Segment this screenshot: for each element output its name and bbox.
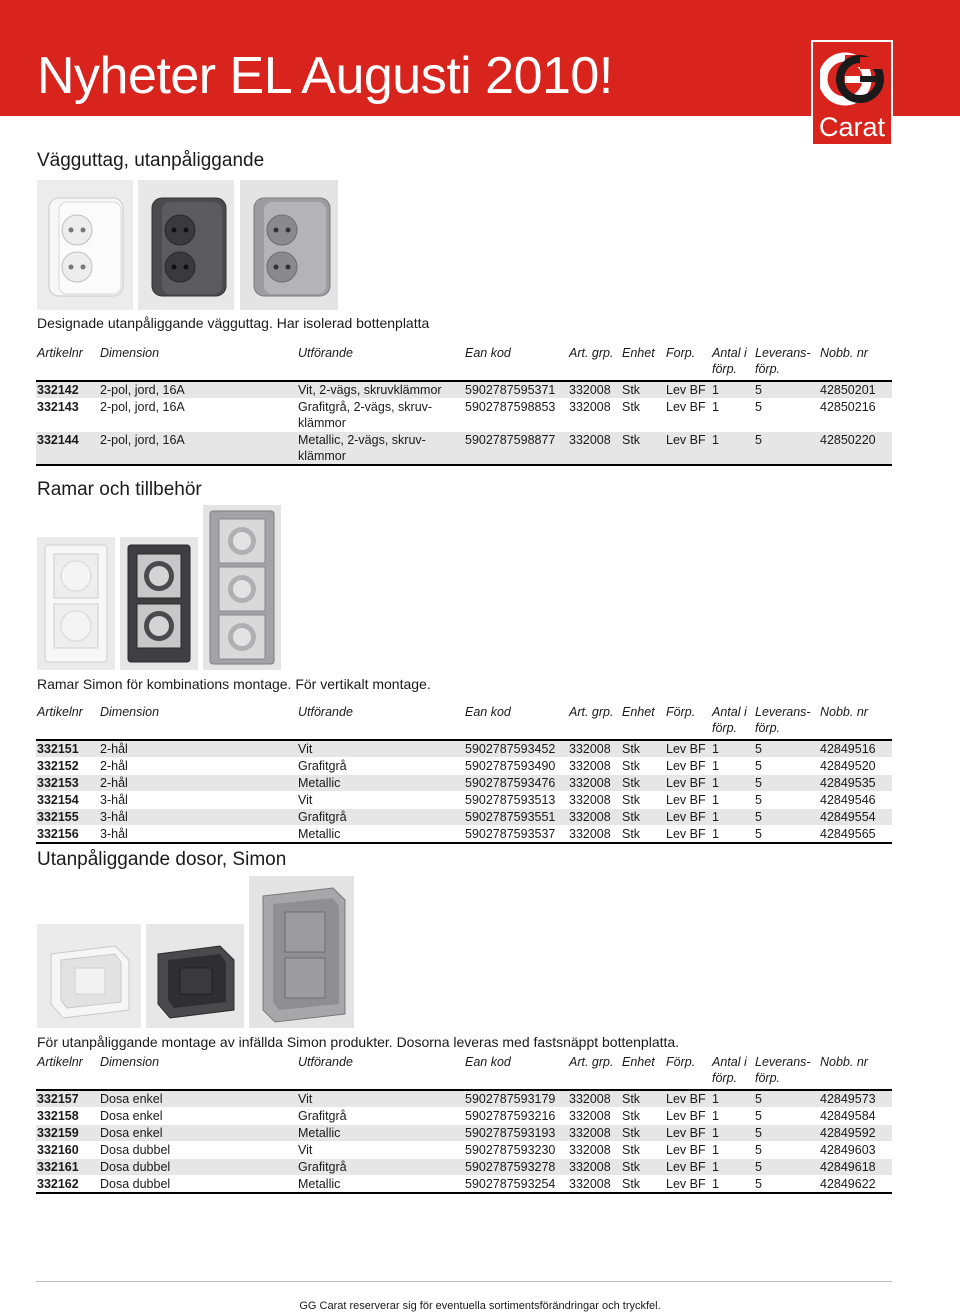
- cell-delivery-pack: 5: [754, 1125, 819, 1142]
- table-row: [36, 758, 892, 775]
- table-header-row: [36, 345, 892, 381]
- cell-qty-per-pack: 1: [712, 400, 719, 414]
- cell-pack-type: Lev BF: [665, 740, 711, 758]
- cell-dimension: 3-hål: [100, 793, 128, 807]
- cell-ean-code: 5902787593179: [464, 1090, 568, 1108]
- cell-dimension: 2-hål: [99, 740, 297, 758]
- cell-nobb-number: 42849535: [819, 775, 892, 792]
- cell-pack-type: Lev BF: [665, 1090, 711, 1108]
- cell-delivery-pack: 5: [754, 381, 819, 399]
- column-header-unit: Enhet: [622, 346, 655, 360]
- cell-dimension: 3-hål: [99, 809, 297, 826]
- cell-delivery-pack: 5: [755, 827, 762, 841]
- cell-unit: Stk: [622, 1109, 641, 1123]
- table-row: [36, 826, 892, 844]
- cell-delivery-pack: 5: [754, 1159, 819, 1176]
- column-header-dimension: Dimension: [100, 705, 160, 719]
- table-row: [36, 1159, 892, 1176]
- column-header-nobb-number: Nobb. nr: [820, 705, 868, 719]
- cell-unit: Stk: [621, 1159, 665, 1176]
- cell-nobb-number: 42849592: [819, 1125, 892, 1142]
- cell-finish: Vit: [298, 793, 313, 807]
- cell-ean-code: 5902787593230: [465, 1143, 556, 1157]
- column-header-article-number: Artikelnr: [37, 705, 83, 719]
- cell-finish: Vit: [298, 1143, 313, 1157]
- cell-pack-type: Lev BF: [665, 1159, 711, 1176]
- logo-text: Carat: [818, 112, 886, 142]
- cell-finish: Vit: [297, 1090, 464, 1108]
- cell-finish: Vit: [297, 740, 464, 758]
- cell-pack-type: Lev BF: [665, 1125, 711, 1142]
- cell-dimension: Dosa dubbel: [99, 1159, 297, 1176]
- cell-article-number: 332155: [36, 809, 99, 826]
- cell-nobb-number: 42849554: [819, 809, 892, 826]
- cell-article-number: 332143: [37, 400, 79, 414]
- cell-dimension: Dosa enkel: [99, 1090, 297, 1108]
- section-description: Designade utanpåliggande vägguttag. Har isolerad bottenplatta: [37, 315, 430, 331]
- cell-article-group: 332008: [568, 740, 621, 758]
- cell-pack-type: Lev BF: [665, 381, 711, 399]
- product-photo-graphite-socket: [138, 180, 234, 310]
- cell-article-group: 332008: [568, 432, 621, 466]
- table-header-row: [36, 1054, 892, 1090]
- carat-logo: [811, 40, 893, 146]
- cell-unit: Stk: [622, 400, 641, 414]
- column-header-pack-type: Förp.: [666, 705, 696, 719]
- product-photo-metallic-box: [249, 876, 354, 1028]
- product-photo-white-box: [37, 924, 141, 1028]
- table-row: [36, 381, 892, 399]
- cell-pack-type: Lev BF: [666, 1109, 706, 1123]
- cell-article-number: 332142: [36, 381, 99, 399]
- cell-qty-per-pack: 1: [711, 809, 754, 826]
- cell-qty-per-pack: 1: [712, 827, 719, 841]
- cell-nobb-number: 42849573: [819, 1090, 892, 1108]
- cell-pack-type: Lev BF: [666, 827, 706, 841]
- column-header-article-group: Art. grp.: [569, 705, 614, 719]
- cell-pack-type: Lev BF: [666, 759, 706, 773]
- product-table-surface-boxes: [36, 1054, 892, 1194]
- cell-dimension: 2-pol, jord, 16A: [99, 381, 297, 399]
- cell-article-group: 332008: [568, 381, 621, 399]
- cell-delivery-pack: 5: [755, 793, 762, 807]
- cell-article-group: 332008: [568, 1125, 621, 1142]
- cell-dimension: Dosa dubbel: [100, 1177, 171, 1191]
- cell-ean-code: 5902787598877: [464, 432, 568, 466]
- cell-delivery-pack: 5: [754, 775, 819, 792]
- cell-dimension: 2-pol, jord, 16A: [100, 400, 185, 414]
- cell-qty-per-pack: 1: [711, 775, 754, 792]
- cell-finish: Grafitgrå, 2-vägs, skruv-klämmor: [298, 400, 433, 430]
- table-row: [36, 1125, 892, 1142]
- cell-dimension: Dosa dubbel: [100, 1143, 171, 1157]
- cell-delivery-pack: 5: [755, 759, 762, 773]
- cell-delivery-pack: 5: [754, 809, 819, 826]
- cell-article-number: 332158: [37, 1109, 79, 1123]
- cell-article-number: 332157: [36, 1090, 99, 1108]
- cell-article-number: 332156: [37, 827, 79, 841]
- column-header-qty-per-pack: Antal i förp.: [712, 1055, 747, 1085]
- table-row: [36, 1108, 892, 1125]
- product-photo-graphite-box: [146, 924, 244, 1028]
- column-header-delivery-pack: Leverans-förp.: [755, 1055, 811, 1085]
- product-table-frames: [36, 704, 892, 844]
- cell-pack-type: Lev BF: [666, 400, 706, 414]
- cell-pack-type: Lev BF: [665, 809, 711, 826]
- cell-nobb-number: 42849546: [820, 793, 876, 807]
- column-header-ean-code: Ean kod: [465, 1055, 511, 1069]
- cell-unit: Stk: [622, 827, 641, 841]
- table-row: [36, 1090, 892, 1108]
- cell-finish: Grafitgrå: [297, 809, 464, 826]
- column-header-article-number: Artikelnr: [37, 1055, 83, 1069]
- table-row: [36, 775, 892, 792]
- cell-delivery-pack: 5: [755, 1177, 762, 1191]
- page-title: Nyheter EL Augusti 2010!: [37, 47, 613, 105]
- cell-article-group: 332008: [569, 400, 611, 414]
- column-header-article-group: Art. grp.: [569, 1055, 614, 1069]
- cell-pack-type: Lev BF: [665, 775, 711, 792]
- cell-article-number: 332160: [37, 1143, 79, 1157]
- cell-qty-per-pack: 1: [712, 1109, 719, 1123]
- cell-nobb-number: 42849520: [820, 759, 876, 773]
- column-header-dimension: Dimension: [100, 1055, 160, 1069]
- cell-article-group: 332008: [568, 809, 621, 826]
- product-photo-white-socket: [37, 180, 133, 310]
- section-title-wall-sockets: Vägguttag, utanpåliggande: [37, 150, 265, 171]
- column-header-finish: Utförande: [298, 1055, 353, 1069]
- product-table-wall-sockets: [36, 345, 892, 466]
- table-row: [36, 809, 892, 826]
- column-header-ean-code: Ean kod: [465, 705, 511, 719]
- cell-ean-code: 5902787593551: [464, 809, 568, 826]
- column-header-unit: Enhet: [622, 1055, 655, 1069]
- section-description: Ramar Simon för kombinations montage. För vertikalt montage.: [37, 676, 431, 692]
- column-header-ean-code: Ean kod: [465, 346, 511, 360]
- cell-unit: Stk: [622, 759, 641, 773]
- cell-nobb-number: 42849565: [820, 827, 876, 841]
- cell-finish: Vit, 2-vägs, skruvklämmor: [297, 381, 464, 399]
- column-header-finish: Utförande: [298, 705, 353, 719]
- cell-finish: Grafitgrå: [297, 1159, 464, 1176]
- cell-article-number: 332152: [37, 759, 79, 773]
- cell-nobb-number: 42850220: [819, 432, 892, 466]
- cell-article-number: 332162: [37, 1177, 79, 1191]
- table-header-row: [36, 704, 892, 740]
- cell-ean-code: 5902787593278: [464, 1159, 568, 1176]
- column-header-article-number: Artikelnr: [37, 346, 83, 360]
- cell-unit: Stk: [621, 740, 665, 758]
- cell-unit: Stk: [621, 1125, 665, 1142]
- cell-finish: Metallic: [298, 1177, 341, 1191]
- cell-qty-per-pack: 1: [711, 1090, 754, 1108]
- cell-article-group: 332008: [569, 793, 611, 807]
- table-row: [36, 432, 892, 466]
- cell-ean-code: 5902787593193: [464, 1125, 568, 1142]
- column-header-delivery-pack: Leverans-förp.: [755, 705, 811, 735]
- column-header-article-group: Art. grp.: [569, 346, 614, 360]
- column-header-pack-type: Forp.: [666, 346, 696, 360]
- cell-article-number: 332154: [37, 793, 79, 807]
- cell-qty-per-pack: 1: [712, 793, 719, 807]
- product-photo-metallic-frame: [203, 505, 281, 670]
- cell-unit: Stk: [621, 809, 665, 826]
- cell-delivery-pack: 5: [754, 432, 819, 466]
- table-row: [36, 399, 892, 432]
- cell-ean-code: 5902787593452: [464, 740, 568, 758]
- cell-finish: Metallic: [297, 1125, 464, 1142]
- cell-pack-type: Lev BF: [666, 1143, 706, 1157]
- column-header-qty-per-pack: Antal i förp.: [712, 705, 747, 735]
- cell-nobb-number: 42849584: [820, 1109, 876, 1123]
- column-header-qty-per-pack: Antal i förp.: [712, 346, 747, 376]
- column-header-unit: Enhet: [622, 705, 655, 719]
- cell-unit: Stk: [622, 793, 641, 807]
- cell-qty-per-pack: 1: [712, 1177, 719, 1191]
- section-description: För utanpåliggande montage av infällda Simon produkter. Dosorna leveras med fastsnäppt bottenplatta.: [37, 1034, 680, 1050]
- cell-delivery-pack: 5: [754, 1090, 819, 1108]
- cell-qty-per-pack: 1: [711, 1159, 754, 1176]
- cell-delivery-pack: 5: [755, 1109, 762, 1123]
- footer-disclaimer: GG Carat reserverar sig för eventuella sortimentsförändringar och tryckfel.: [299, 1300, 661, 1312]
- cell-finish: Metallic: [297, 775, 464, 792]
- section-title-frames: Ramar och tillbehör: [37, 479, 202, 500]
- cell-ean-code: 5902787593490: [465, 759, 556, 773]
- cell-dimension: Dosa enkel: [100, 1109, 163, 1123]
- cell-finish: Grafitgrå: [298, 759, 347, 773]
- cell-qty-per-pack: 1: [712, 759, 719, 773]
- cell-article-group: 332008: [569, 1177, 611, 1191]
- table-row: [36, 1176, 892, 1194]
- column-header-finish: Utförande: [298, 346, 353, 360]
- cell-nobb-number: 42849618: [819, 1159, 892, 1176]
- cell-unit: Stk: [622, 1177, 641, 1191]
- table-row: [36, 1142, 892, 1159]
- cell-nobb-number: 42849622: [820, 1177, 876, 1191]
- cell-unit: Stk: [622, 1143, 641, 1157]
- cell-dimension: 2-hål: [99, 775, 297, 792]
- cell-delivery-pack: 5: [754, 740, 819, 758]
- column-header-pack-type: Förp.: [666, 1055, 696, 1069]
- column-header-delivery-pack: Leverans-förp.: [755, 346, 811, 376]
- section-title-surface-boxes: Utanpåliggande dosor, Simon: [37, 849, 287, 870]
- column-header-dimension: Dimension: [100, 346, 160, 360]
- cell-article-number: 332159: [36, 1125, 99, 1142]
- cell-nobb-number: 42850201: [819, 381, 892, 399]
- cell-ean-code: 5902787593513: [465, 793, 556, 807]
- cell-article-number: 332161: [36, 1159, 99, 1176]
- cell-nobb-number: 42849516: [819, 740, 892, 758]
- cell-nobb-number: 42850216: [820, 400, 876, 414]
- cell-article-group: 332008: [569, 827, 611, 841]
- cell-dimension: 2-pol, jord, 16A: [99, 432, 297, 466]
- product-photo-graphite-frame: [120, 537, 198, 670]
- cell-finish: Grafitgrå: [298, 1109, 347, 1123]
- cell-pack-type: Lev BF: [666, 1177, 706, 1191]
- table-row: [36, 792, 892, 809]
- cell-ean-code: 5902787598853: [465, 400, 556, 414]
- gg-logo-icon: [820, 47, 884, 111]
- cell-qty-per-pack: 1: [711, 381, 754, 399]
- cell-qty-per-pack: 1: [711, 432, 754, 466]
- cell-finish: Metallic, 2-vägs, skruv-klämmor: [297, 432, 464, 466]
- cell-article-group: 332008: [568, 775, 621, 792]
- cell-unit: Stk: [621, 1090, 665, 1108]
- cell-ean-code: 5902787593537: [465, 827, 556, 841]
- cell-delivery-pack: 5: [755, 400, 762, 414]
- cell-unit: Stk: [621, 432, 665, 466]
- cell-unit: Stk: [621, 775, 665, 792]
- product-photo-white-frame: [37, 537, 115, 670]
- cell-article-number: 332151: [36, 740, 99, 758]
- cell-article-group: 332008: [569, 759, 611, 773]
- cell-nobb-number: 42849603: [820, 1143, 876, 1157]
- cell-article-group: 332008: [569, 1143, 611, 1157]
- product-photo-metallic-socket: [240, 180, 338, 310]
- cell-qty-per-pack: 1: [711, 1125, 754, 1142]
- cell-ean-code: 5902787593476: [464, 775, 568, 792]
- footer-divider: [36, 1281, 892, 1282]
- cell-qty-per-pack: 1: [712, 1143, 719, 1157]
- cell-dimension: Dosa enkel: [99, 1125, 297, 1142]
- cell-dimension: 3-hål: [100, 827, 128, 841]
- cell-dimension: 2-hål: [100, 759, 128, 773]
- column-header-nobb-number: Nobb. nr: [820, 346, 868, 360]
- cell-finish: Metallic: [298, 827, 341, 841]
- cell-pack-type: Lev BF: [665, 432, 711, 466]
- cell-ean-code: 5902787593254: [465, 1177, 556, 1191]
- cell-qty-per-pack: 1: [711, 740, 754, 758]
- cell-ean-code: 5902787595371: [464, 381, 568, 399]
- cell-ean-code: 5902787593216: [465, 1109, 556, 1123]
- cell-article-group: 332008: [568, 1159, 621, 1176]
- column-header-nobb-number: Nobb. nr: [820, 1055, 868, 1069]
- cell-unit: Stk: [621, 381, 665, 399]
- cell-pack-type: Lev BF: [666, 793, 706, 807]
- table-row: [36, 740, 892, 758]
- cell-article-group: 332008: [569, 1109, 611, 1123]
- cell-delivery-pack: 5: [755, 1143, 762, 1157]
- cell-article-number: 332144: [36, 432, 99, 466]
- cell-article-number: 332153: [36, 775, 99, 792]
- cell-article-group: 332008: [568, 1090, 621, 1108]
